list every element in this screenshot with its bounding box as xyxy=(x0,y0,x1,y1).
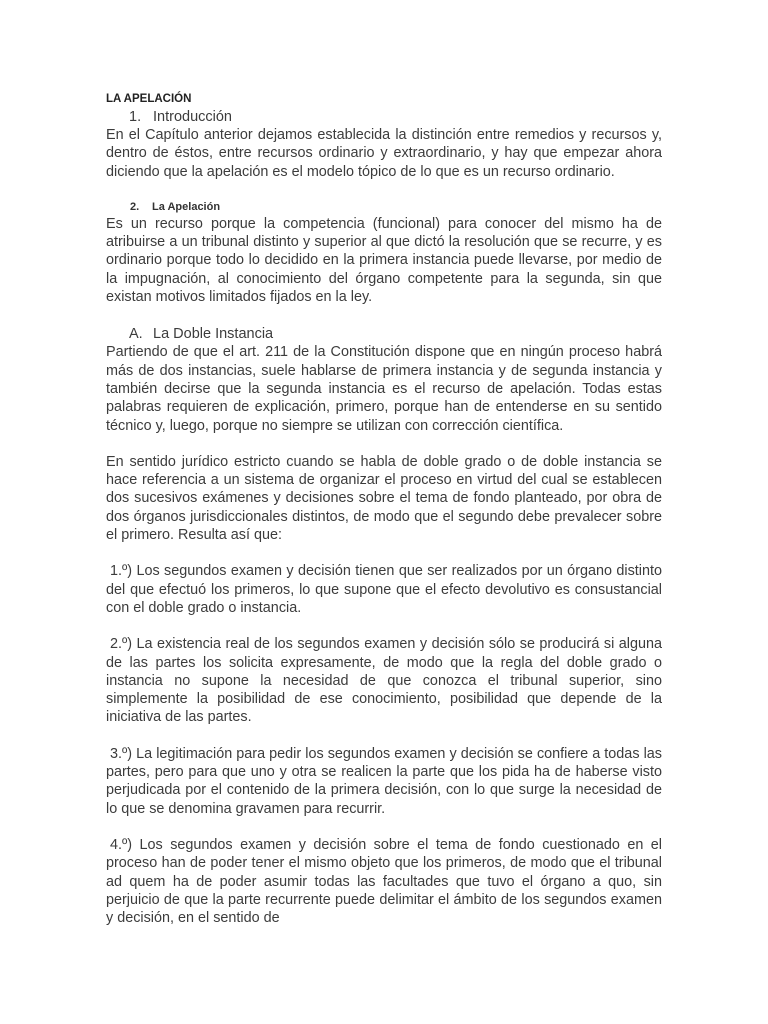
list-item-4: 4.º) Los segundos examen y decisión sobre el tema de fondo cuestionado en el proceso han de poder tener el mismo objeto que los primeros, de modo que el tribunal ad quem ha de poder asumir todas las facultades que tuvo el órgano a quo, sin perjuicio de que la parte recurrente puede delimitar el ámbito de los segundos examen y decisión, en el sentido de xyxy=(106,836,662,927)
section-a-paragraph-2: En sentido jurídico estricto cuando se habla de doble grado o de doble instancia se hace referencia a un sistema de organizar el proceso en virtud del cual se establecen dos sucesivos exámenes y decisiones sobre el tema de fondo planteado, por obra de dos órganos jurisdiccionales distintos, de modo que el segundo debe prevalecer sobre el primero. Resulta así que: xyxy=(106,453,662,544)
list-item-2: 2.º) La existencia real de los segundos examen y decisión sólo se producirá si alguna de las partes los solicita expresamente, de modo que la regla del doble grado o instancia no supone la necesidad de que conozca el tribunal superior, sino simplemente la posibilidad de ese conocimiento, posibilidad que depende de la iniciativa de las partes. xyxy=(106,636,662,726)
section-1-paragraph: En el Capítulo anterior dejamos establecida la distinción entre remedios y recursos y, dentro de éstos, entre recursos ordinario y extraordinario, y hay que empezar ahora diciendo que la apelación es el modelo tópico de lo que es un recurso ordinario. xyxy=(106,127,662,180)
section-2-paragraph: Es un recurso porque la competencia (funcional) para conocer del mismo ha de atribuirse a un tribunal distinto y superior al que dictó la resolución que se recurre, y es ordinario porque todo lo decidido en la primera instancia puede llevarse, por medio de la impugnación, al conocimiento del órgano competente para la segunda, sin que existan motivos limitados fijados en la ley. xyxy=(106,215,662,306)
section-a-number: A. xyxy=(129,326,143,343)
section-1-heading xyxy=(106,108,662,126)
section-2-title: La Apelación xyxy=(152,200,221,213)
section-2-number: 2. xyxy=(130,200,140,213)
section-1-number: 1. xyxy=(129,109,142,125)
section-2-heading xyxy=(106,199,662,215)
list-item-1: 1.º) Los segundos examen y decisión tienen que ser realizados por un órgano distinto del que efectuó los primeros, lo que supone que el efecto devolutivo es consustancial con el doble grado o instancia. xyxy=(106,563,662,616)
section-a-title: La Doble Instancia xyxy=(153,326,274,343)
document-page xyxy=(106,92,662,927)
section-1-title: Introducción xyxy=(153,109,232,125)
section-a-paragraph-1: Partiendo de que el art. 211 de la Constitución dispone que en ningún proceso habrá más de dos instancias, suele hablarse de primera instancia y de segunda instancia y también decirse que la segunda instancia es el recurso de apelación. Todas estas palabras requieren de explicación, primero, porque han de entenderse en su sentido técnico y, luego, porque no siempre se utilizan con corrección científica. xyxy=(106,344,662,434)
section-a-heading xyxy=(106,325,662,343)
list-item-3: 3.º) La legitimación para pedir los segundos examen y decisión se confiere a todas las partes, pero para que uno y otra se realicen la parte que los pida ha de haberse visto perjudicada por el contenido de la primera decisión, con lo que surge la necesidad de lo que se denomina gravamen para recurrir. xyxy=(106,745,662,817)
document-title: LA APELACIÓN xyxy=(106,93,192,105)
